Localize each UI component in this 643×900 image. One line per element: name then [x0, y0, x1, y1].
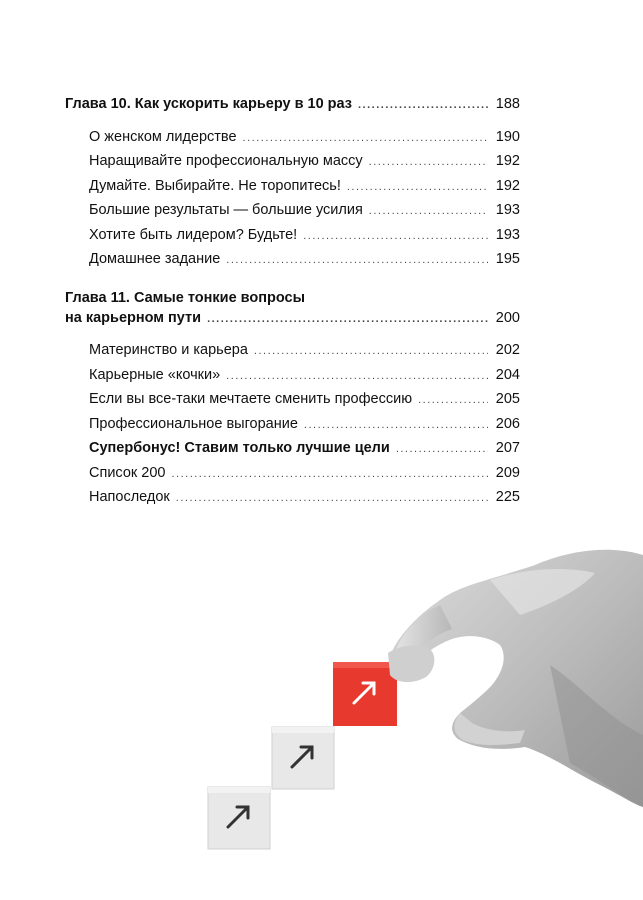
page-number: 205 [495, 391, 520, 407]
page-number: 192 [495, 177, 520, 194]
page-number: 200 [495, 309, 520, 326]
leader-dots [369, 153, 488, 171]
leader-dots [226, 251, 488, 269]
red-block [333, 662, 397, 726]
leader-dots [207, 310, 488, 328]
item-title: Хотите быть лидером? Будьте! [89, 226, 298, 243]
page-number: 188 [495, 96, 520, 112]
leader-dots [176, 489, 488, 507]
item-title: Карьерные «кочки» [89, 366, 221, 383]
page-number: 192 [495, 153, 520, 169]
item-title: Профессиональное выгорание [89, 415, 298, 432]
page-number: 195 [495, 251, 520, 267]
item-title: Супербонус! Ставим только лучшие цели [89, 440, 390, 456]
item-title: Наращивайте профессиональную массу [89, 153, 363, 169]
table-of-contents [65, 95, 520, 513]
toc-item[interactable] [65, 488, 520, 513]
chapter-title-line-1: Глава 11. Самые тонкие вопросы [65, 289, 305, 306]
toc-chapter-11[interactable] [65, 289, 520, 334]
hand-blocks-illustration [190, 545, 643, 900]
page-number: 207 [495, 440, 520, 456]
page-number: 204 [495, 366, 520, 383]
chapter-title-line-2: на карьерном пути [65, 309, 202, 326]
toc-item[interactable] [65, 152, 520, 177]
page-number: 225 [495, 489, 520, 505]
page-number: 206 [495, 415, 520, 432]
toc-item[interactable] [65, 226, 520, 251]
item-title: Большие результаты — большие усилия [89, 202, 363, 218]
leader-dots [369, 202, 488, 220]
plain-block-middle [272, 727, 334, 789]
page-number: 190 [495, 128, 520, 145]
chapter-title-row [65, 309, 520, 334]
toc-item[interactable] [65, 128, 520, 153]
leader-dots [418, 391, 488, 409]
item-title: Думайте. Выбирайте. Не торопитесь! [89, 177, 341, 194]
toc-item[interactable] [65, 177, 520, 202]
page-number: 193 [495, 226, 520, 243]
toc-item-superbonus[interactable] [65, 439, 520, 464]
page-number: 202 [495, 342, 520, 358]
plain-block-bottom [208, 787, 270, 849]
item-title: О женском лидерстве [89, 128, 237, 145]
toc-item[interactable] [65, 341, 520, 366]
item-title: Материнство и карьера [89, 342, 248, 358]
leader-dots [226, 367, 488, 385]
leader-dots [347, 178, 488, 196]
toc-item[interactable] [65, 250, 520, 275]
hand [389, 550, 643, 807]
chapter-title: Глава 10. Как ускорить карьеру в 10 раз [65, 96, 352, 112]
toc-item[interactable] [65, 201, 520, 226]
leader-dots [304, 416, 488, 434]
leader-dots [303, 227, 488, 245]
item-title: Список 200 [89, 464, 166, 481]
leader-dots [171, 465, 488, 483]
toc-item[interactable] [65, 390, 520, 415]
item-title: Если вы все-таки мечтаете сменить профессию [89, 391, 413, 407]
toc-item[interactable] [65, 464, 520, 489]
page-number: 193 [495, 202, 520, 218]
leader-dots [254, 342, 488, 360]
leader-dots [243, 129, 488, 147]
leader-dots [358, 96, 488, 114]
toc-chapter-10[interactable] [65, 95, 520, 120]
leader-dots [396, 440, 488, 458]
item-title: Домашнее задание [89, 251, 221, 267]
toc-item[interactable] [65, 415, 520, 440]
thumb [388, 646, 434, 683]
page-number: 209 [495, 464, 520, 481]
item-title: Напоследок [89, 489, 170, 505]
toc-item[interactable] [65, 366, 520, 391]
